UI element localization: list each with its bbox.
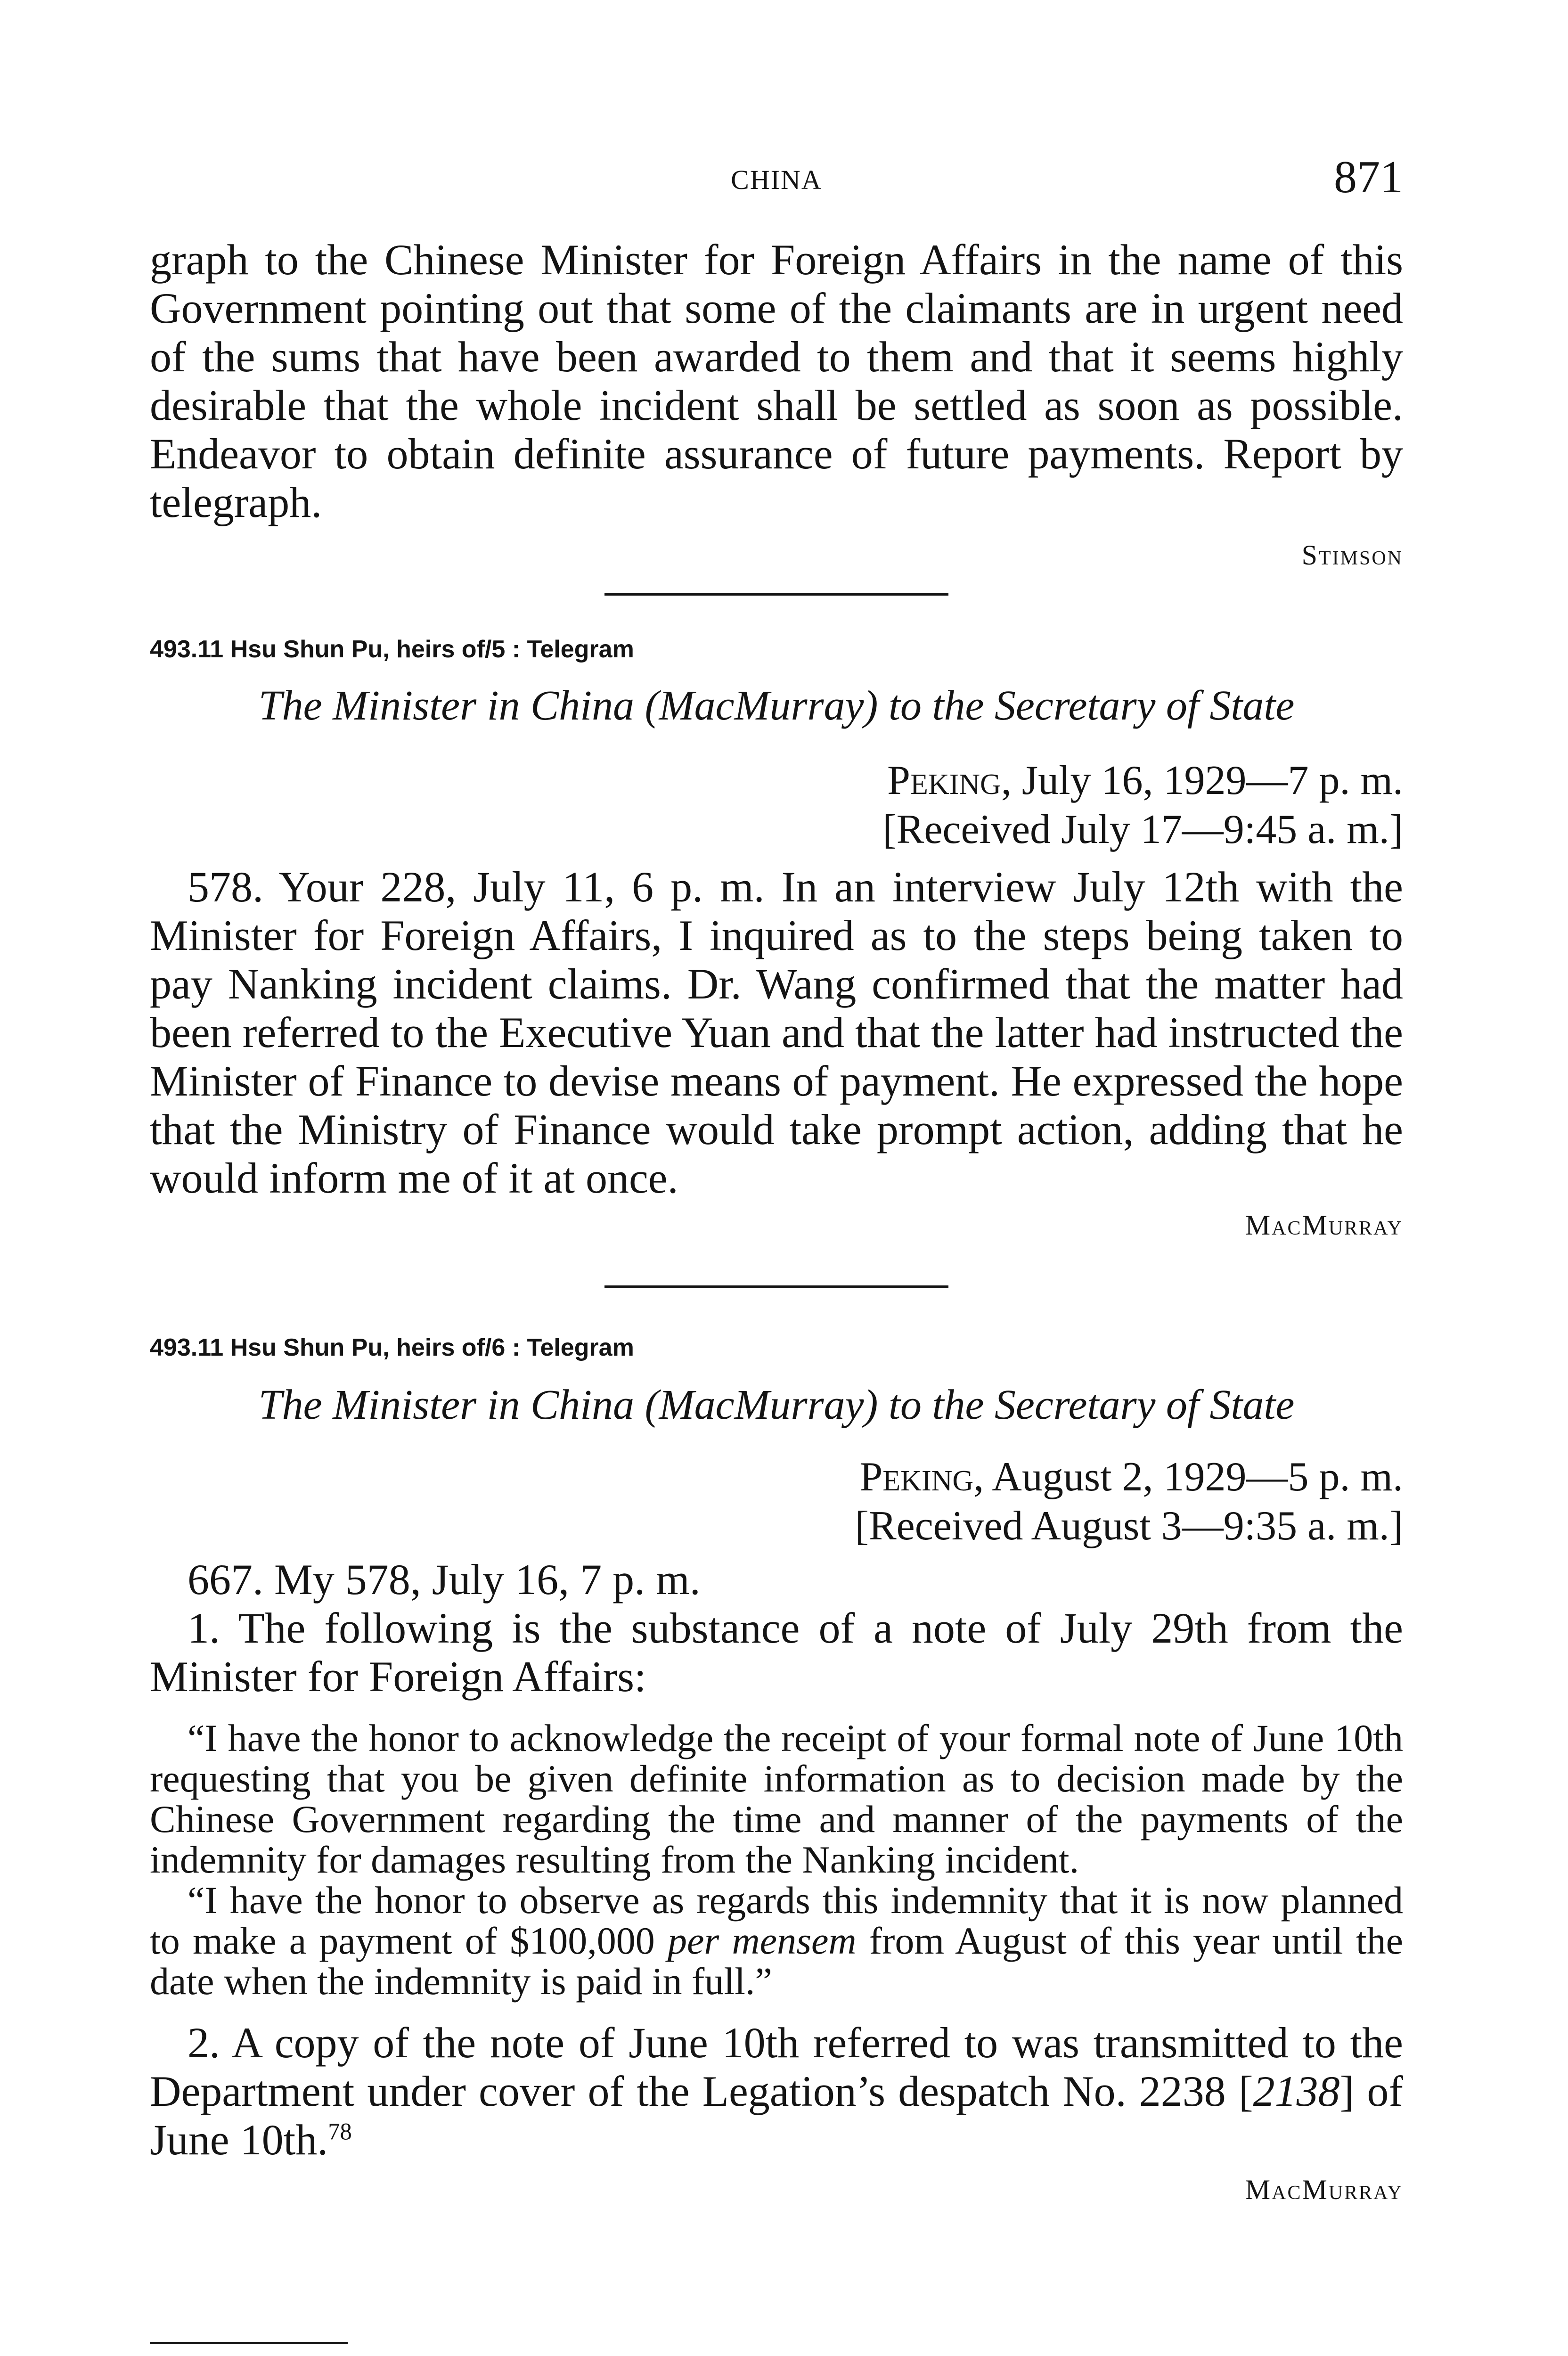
doc2-place: Peking, (887, 758, 1012, 803)
section-divider-1 (150, 593, 1403, 596)
doc2-file-reference: 493.11 Hsu Shun Pu, heirs of/5 : Telegram (150, 636, 634, 663)
doc3-quote2-part-b: from August of this year until the date when the indemnity is paid in full.” (150, 1919, 1403, 2003)
doc2-section (150, 635, 1403, 1242)
doc2-paragraph: 578. Your 228, July 11, 6 p. m. In an interview July 12th with the Minister for Foreign Affairs, I inquired as to the steps being taken to pay Nanking incident claims. Dr. Wang confirmed that the matter had been referred to the Executive Yuan and that the latter had instructed the Minister of Finance to devise means of payment. He expressed the hope that the Ministry of Finance would take prompt action, adding that he would inform me of it at once. (150, 863, 1403, 1202)
doc3-section (150, 1333, 1403, 2206)
doc3-file-reference: 493.11 Hsu Shun Pu, heirs of/6 : Telegram (150, 1334, 634, 1361)
doc2-received: [Received July 17—9:45 a. m.] (882, 807, 1403, 852)
doc1-signature-text: Stimson (1301, 540, 1403, 571)
doc3-para2-part-a: 2. A copy of the note of June 10th referred to was transmitted to the Department under cover of the Legation’s despatch No. 2238 [ (150, 2019, 1403, 2115)
doc3-quote2-part-a: “I have the honor to observe as regards this indemnity that it is now planned to make a payment of $100,000 (150, 1879, 1403, 1962)
doc1-signature (150, 539, 1403, 572)
doc3-signature-text: MacMurray (1245, 2174, 1403, 2205)
doc3-date: August 2, 1929—5 p. m. (984, 1454, 1403, 1500)
doc3-para2-part-b: ] of June 10th. (150, 2067, 1404, 2164)
footnote-section (150, 2342, 1403, 2356)
doc2-signature (150, 1209, 1403, 1242)
doc2-dateline (150, 756, 1403, 805)
doc3-quote2 (150, 1880, 1403, 2002)
doc3-paragraph1: 1. The following is the substance of a note of July 29th from the Minister for Foreign Affairs: (150, 1604, 1403, 1701)
doc3-line1: 667. My 578, July 16, 7 p. m. (188, 1555, 701, 1603)
doc2-signature-text: MacMurray (1245, 1210, 1403, 1241)
running-title: CHINA (731, 164, 822, 195)
doc3-received: [Received August 3—9:35 a. m.] (855, 1503, 1403, 1549)
page-number: 871 (1334, 152, 1403, 203)
doc2-title: The Minister in China (MacMurray) to the Secretary of State (258, 682, 1295, 729)
doc3-paragraph2 (150, 2019, 1403, 2164)
doc3-para2-italic: 2138 (1253, 2067, 1340, 2115)
doc3-dateline (150, 1453, 1403, 1502)
running-head (150, 151, 1403, 203)
footnote-rule (150, 2342, 348, 2344)
doc1-paragraph: graph to the Chinese Minister for Foreign Affairs in the name of this Government pointing out that some of the claimants are in urgent need of the sums that have been awarded to them and that it seems highly desirable that the whole incident shall be settled as soon as possible. Endeavor to obtain definite assurance of future payments. Report by telegraph. (150, 236, 1403, 526)
doc3-signature (150, 2174, 1403, 2206)
divider-rule (604, 593, 948, 596)
doc3-title: The Minister in China (MacMurray) to the Secretary of State (258, 1382, 1295, 1428)
doc2-date: July 16, 1929—7 p. m. (1011, 758, 1403, 803)
divider-rule (604, 1285, 948, 1288)
section-divider-2 (150, 1285, 1403, 1288)
footnote-reference: 78 (328, 2118, 352, 2145)
doc3-place: Peking, (859, 1454, 984, 1500)
doc3-quote1: “I have the honor to acknowledge the receipt of your formal note of June 10th requesting that you be given definite information as to decision made by the Chinese Government regarding the time and manner of the payments of the indemnity for damages resulting from the Nanking incident. (150, 1717, 1403, 1881)
doc1-section (150, 236, 1403, 572)
document-page (150, 0, 1403, 2356)
doc3-quote2-italic: per mensem (667, 1919, 857, 1962)
